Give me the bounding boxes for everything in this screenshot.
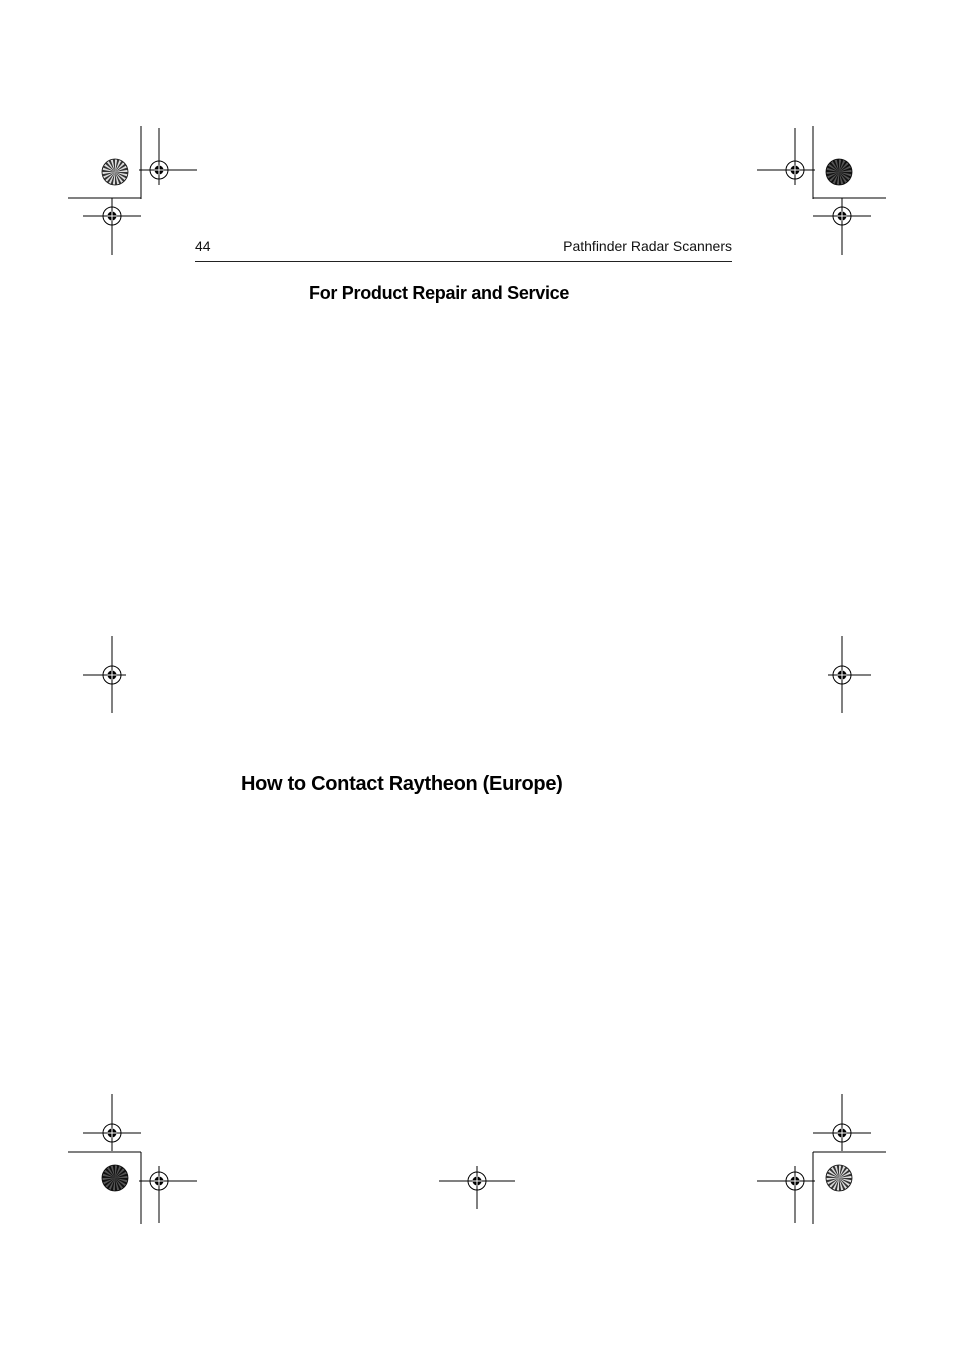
- registration-crosshair-icon: [757, 1166, 815, 1223]
- registration-crosshair-icon: [439, 1166, 515, 1209]
- header-rule: [195, 261, 732, 262]
- registration-crosshair-icon: [828, 636, 871, 713]
- page-number: 44: [195, 238, 211, 254]
- starburst-target-icon: [826, 159, 852, 185]
- registration-crosshair-icon: [139, 128, 197, 185]
- running-title: Pathfinder Radar Scanners: [563, 238, 732, 254]
- starburst-target-icon: [826, 1165, 852, 1191]
- registration-crosshair-icon: [139, 1166, 197, 1223]
- chapter-heading: How to Contact Raytheon (Europe): [241, 773, 563, 795]
- registration-crosshair-icon: [83, 1094, 141, 1151]
- registration-crosshair-icon: [83, 636, 126, 713]
- registration-crosshair-icon: [83, 198, 141, 255]
- registration-crosshair-icon: [757, 128, 815, 185]
- starburst-target-icon: [102, 1165, 128, 1191]
- registration-crosshair-icon: [813, 1094, 871, 1151]
- starburst-targets: [102, 159, 852, 1191]
- section-heading: For Product Repair and Service: [309, 283, 570, 303]
- registration-crosshair-icon: [813, 198, 871, 255]
- starburst-target-icon: [102, 159, 128, 185]
